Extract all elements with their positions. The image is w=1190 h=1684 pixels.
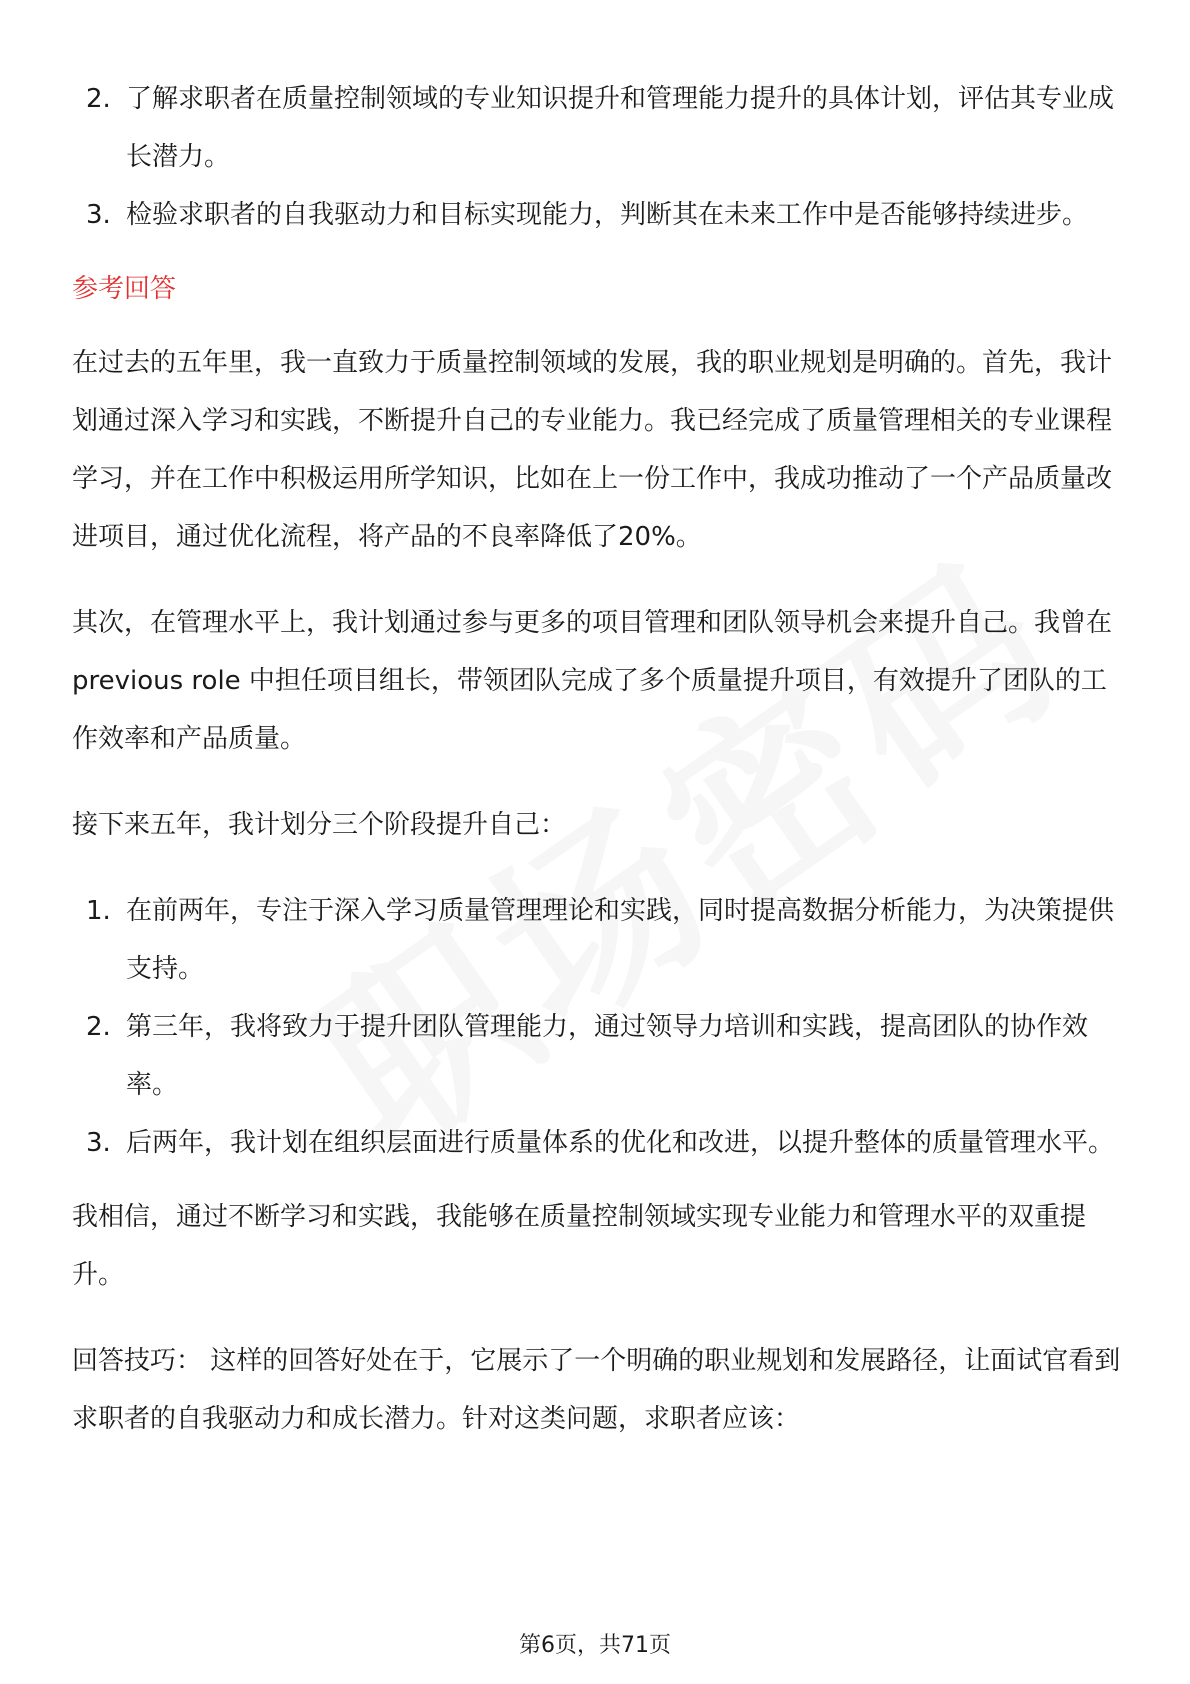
list-item-text: 了解求职者在质量控制领域的专业知识提升和管理能力提升的具体计划，评估其专业成长潜力。 [126,84,1115,172]
list-item [72,186,1122,244]
paragraph: 回答技巧： 这样的回答好处在于，它展示了一个明确的职业规划和发展路径，让面试官看到求职者的自我驱动力和成长潜力。针对这类问题，求职者应该： [72,1346,1121,1434]
list-item-text: 第三年，我将致力于提升团队管理能力，通过领导力培训和实践，提高团队的协作效率。 [126,1012,1089,1100]
intro-list [72,70,1122,244]
list-number: 2. [86,84,111,114]
list-number: 1. [86,896,111,926]
list-number: 2. [86,1012,111,1042]
list-item [72,882,1122,998]
paragraph: 在过去的五年里，我一直致力于质量控制领域的发展，我的职业规划是明确的。首先，我计划通过深入学习和实践，不断提升自己的专业能力。我已经完成了质量管理相关的专业课程学习，并在工作中积极运用所学知识，比如在上一份工作中，我成功推动了一个产品质量改进项目，通过优化流程，将产品的不良率降低了20%。 [72,348,1113,552]
list-item-text: 后两年，我计划在组织层面进行质量体系的优化和改进，以提升整体的质量管理水平。 [126,1128,1115,1158]
list-number: 3. [86,200,111,230]
list-item [72,70,1122,186]
plan-list [72,882,1122,1172]
list-item [72,998,1122,1114]
section-heading: 参考回答 [72,274,177,304]
list-item [72,1114,1122,1172]
page-footer: 第6页，共71页 [519,1633,671,1658]
paragraph: 其次，在管理水平上，我计划通过参与更多的项目管理和团队领导机会来提升自己。我曾在 previous role 中担任项目组长，带领团队完成了多个质量提升项目，有效提升了团队的工作效率和产品质量。 [72,608,1113,754]
list-item-text: 在前两年，专注于深入学习质量管理理论和实践，同时提高数据分析能力，为决策提供支持。 [126,896,1115,984]
list-item-text: 检验求职者的自我驱动力和目标实现能力，判断其在未来工作中是否能够持续进步。 [126,200,1089,230]
paragraph: 接下来五年，我计划分三个阶段提升自己： [72,810,567,840]
page-content [72,70,1122,1476]
list-number: 3. [86,1128,111,1158]
paragraph: 我相信，通过不断学习和实践，我能够在质量控制领域实现专业能力和管理水平的双重提升。 [72,1202,1087,1290]
